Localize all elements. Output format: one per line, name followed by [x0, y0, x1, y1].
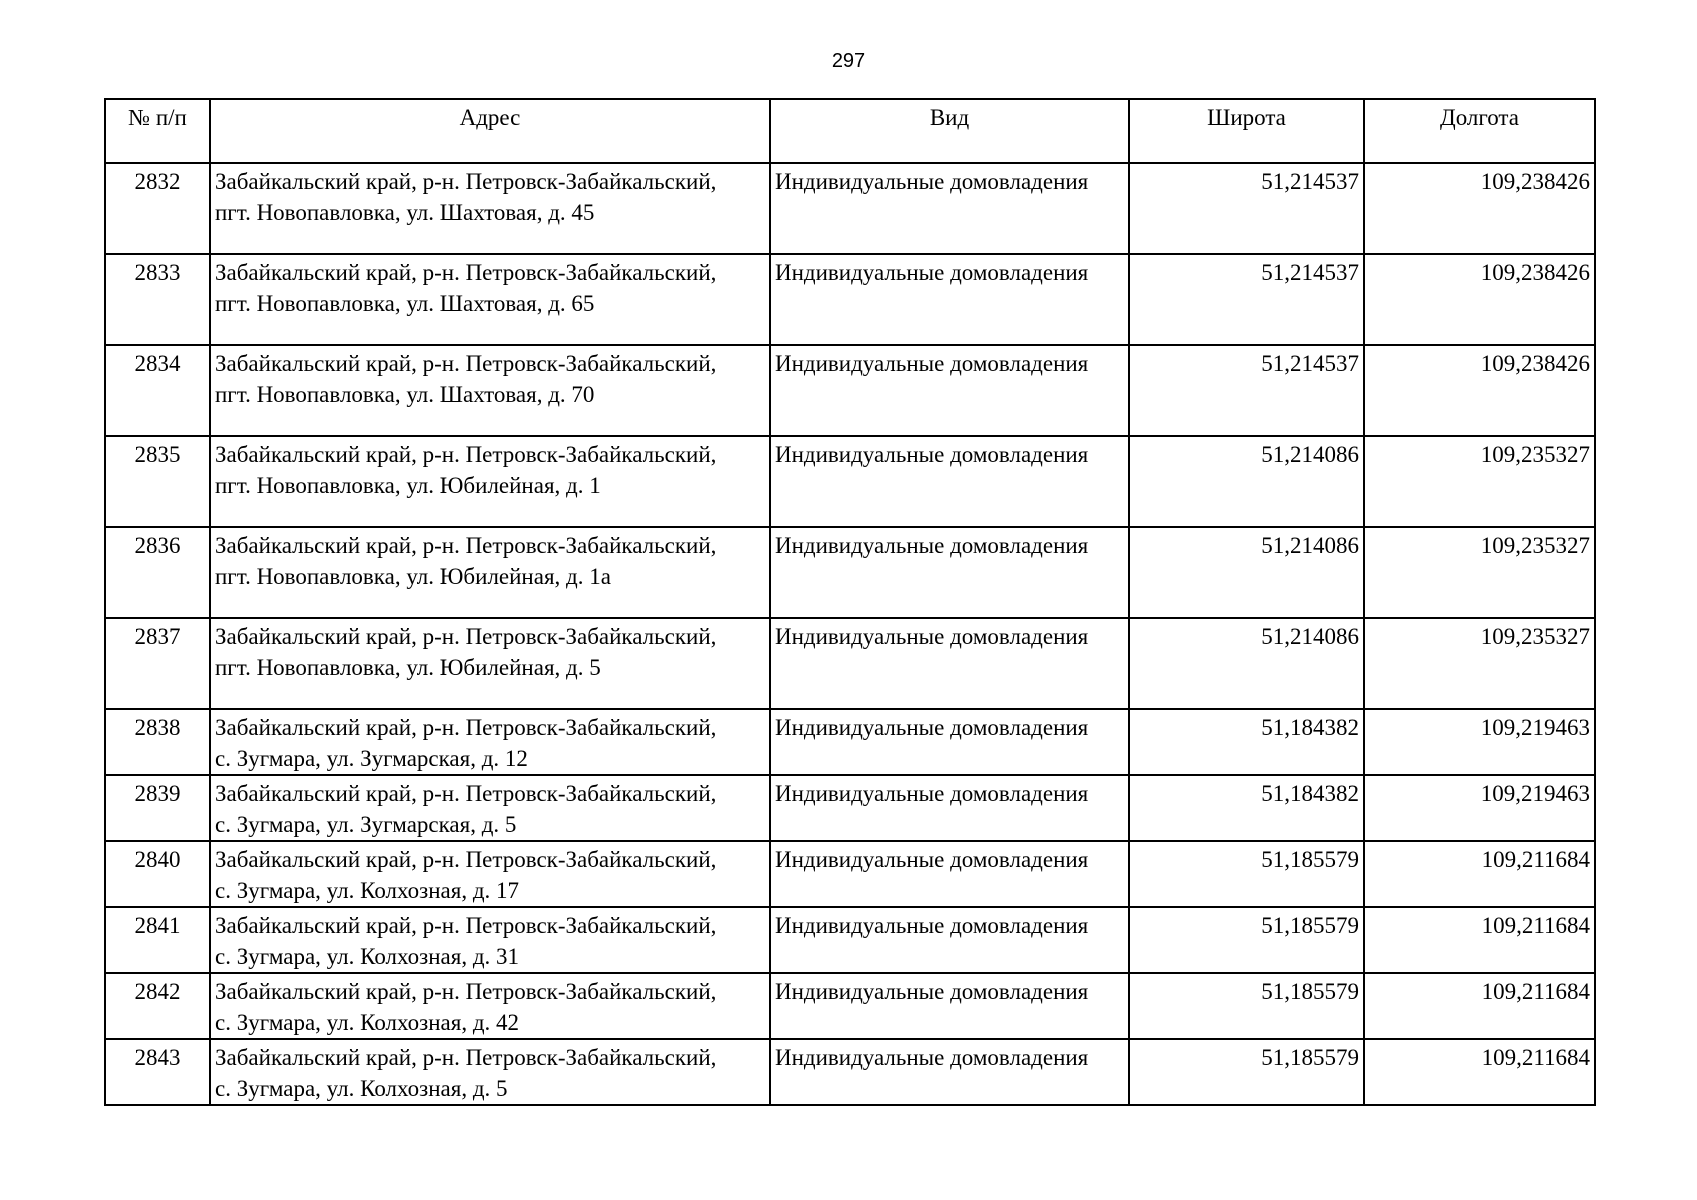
row-longitude: 109,235327 — [1364, 618, 1595, 709]
header-latitude: Широта — [1129, 99, 1364, 163]
row-longitude: 109,211684 — [1364, 841, 1595, 907]
row-address — [210, 345, 770, 436]
row-address — [210, 1039, 770, 1105]
row-kind: Индивидуальные домовладения — [770, 436, 1129, 527]
row-longitude: 109,219463 — [1364, 709, 1595, 775]
page-number: 297 — [831, 50, 866, 72]
table-row — [105, 775, 1595, 841]
row-number: 2835 — [105, 436, 210, 527]
address-line-1: Забайкальский край, р-н. Петровск-Забайкальский, — [215, 351, 717, 376]
row-address — [210, 973, 770, 1039]
row-kind: Индивидуальные домовладения — [770, 618, 1129, 709]
row-number: 2837 — [105, 618, 210, 709]
row-address — [210, 775, 770, 841]
address-line-1: Забайкальский край, р-н. Петровск-Забайкальский, — [215, 260, 717, 285]
row-number: 2840 — [105, 841, 210, 907]
table-row — [105, 618, 1595, 709]
address-line-2: пгт. Новопавловка, ул. Юбилейная, д. 1 — [215, 473, 601, 498]
row-kind: Индивидуальные домовладения — [770, 709, 1129, 775]
address-line-2: пгт. Новопавловка, ул. Шахтовая, д. 70 — [215, 382, 595, 407]
row-longitude: 109,238426 — [1364, 163, 1595, 254]
table-row — [105, 254, 1595, 345]
address-line-2: пгт. Новопавловка, ул. Юбилейная, д. 5 — [215, 655, 601, 680]
header-address: Адрес — [210, 99, 770, 163]
row-address — [210, 527, 770, 618]
address-line-2: с. Зугмара, ул. Колхозная, д. 5 — [215, 1076, 508, 1101]
row-kind: Индивидуальные домовладения — [770, 973, 1129, 1039]
table-row — [105, 527, 1595, 618]
row-kind: Индивидуальные домовладения — [770, 1039, 1129, 1105]
header-kind: Вид — [770, 99, 1129, 163]
row-kind: Индивидуальные домовладения — [770, 254, 1129, 345]
address-line-2: с. Зугмара, ул. Колхозная, д. 31 — [215, 944, 520, 969]
row-longitude: 109,238426 — [1364, 254, 1595, 345]
address-line-1: Забайкальский край, р-н. Петровск-Забайкальский, — [215, 781, 717, 806]
address-line-1: Забайкальский край, р-н. Петровск-Забайкальский, — [215, 979, 717, 1004]
address-table — [104, 98, 1596, 1106]
address-line-2: с. Зугмара, ул. Зугмарская, д. 5 — [215, 812, 517, 837]
address-line-1: Забайкальский край, р-н. Петровск-Забайкальский, — [215, 715, 717, 740]
row-latitude: 51,214086 — [1129, 618, 1364, 709]
address-line-1: Забайкальский край, р-н. Петровск-Забайкальский, — [215, 442, 717, 467]
row-longitude: 109,235327 — [1364, 527, 1595, 618]
row-latitude: 51,214537 — [1129, 345, 1364, 436]
header-num: № п/п — [105, 99, 210, 163]
row-number: 2836 — [105, 527, 210, 618]
row-address — [210, 841, 770, 907]
address-line-2: с. Зугмара, ул. Колхозная, д. 17 — [215, 878, 520, 903]
address-line-1: Забайкальский край, р-н. Петровск-Забайкальский, — [215, 847, 717, 872]
address-line-1: Забайкальский край, р-н. Петровск-Забайкальский, — [215, 533, 717, 558]
table-row — [105, 709, 1595, 775]
row-address — [210, 618, 770, 709]
table-row — [105, 345, 1595, 436]
row-number: 2833 — [105, 254, 210, 345]
row-longitude: 109,211684 — [1364, 1039, 1595, 1105]
row-latitude: 51,184382 — [1129, 709, 1364, 775]
address-line-1: Забайкальский край, р-н. Петровск-Забайкальский, — [215, 624, 717, 649]
table-row — [105, 163, 1595, 254]
address-line-1: Забайкальский край, р-н. Петровск-Забайкальский, — [215, 913, 717, 938]
row-kind: Индивидуальные домовладения — [770, 163, 1129, 254]
row-number: 2838 — [105, 709, 210, 775]
row-longitude: 109,235327 — [1364, 436, 1595, 527]
address-line-2: с. Зугмара, ул. Колхозная, д. 42 — [215, 1010, 520, 1035]
row-latitude: 51,185579 — [1129, 1039, 1364, 1105]
address-line-2: пгт. Новопавловка, ул. Юбилейная, д. 1а — [215, 564, 611, 589]
row-latitude: 51,185579 — [1129, 973, 1364, 1039]
address-line-2: пгт. Новопавловка, ул. Шахтовая, д. 45 — [215, 200, 595, 225]
row-latitude: 51,214086 — [1129, 527, 1364, 618]
row-address — [210, 163, 770, 254]
table-row — [105, 436, 1595, 527]
row-kind: Индивидуальные домовладения — [770, 527, 1129, 618]
row-kind: Индивидуальные домовладения — [770, 345, 1129, 436]
row-number: 2832 — [105, 163, 210, 254]
row-address — [210, 254, 770, 345]
table-row — [105, 973, 1595, 1039]
row-address — [210, 709, 770, 775]
table-row — [105, 907, 1595, 973]
table-row — [105, 1039, 1595, 1105]
row-latitude: 51,184382 — [1129, 775, 1364, 841]
row-number: 2842 — [105, 973, 210, 1039]
address-line-1: Забайкальский край, р-н. Петровск-Забайкальский, — [215, 169, 717, 194]
address-line-2: с. Зугмара, ул. Зугмарская, д. 12 — [215, 746, 528, 771]
row-address — [210, 436, 770, 527]
row-number: 2841 — [105, 907, 210, 973]
row-kind: Индивидуальные домовладения — [770, 907, 1129, 973]
row-latitude: 51,214537 — [1129, 163, 1364, 254]
row-number: 2834 — [105, 345, 210, 436]
table-header-row — [105, 99, 1595, 163]
row-latitude: 51,214537 — [1129, 254, 1364, 345]
row-longitude: 109,211684 — [1364, 973, 1595, 1039]
row-kind: Индивидуальные домовладения — [770, 775, 1129, 841]
row-address — [210, 907, 770, 973]
row-number: 2839 — [105, 775, 210, 841]
row-latitude: 51,185579 — [1129, 841, 1364, 907]
row-longitude: 109,219463 — [1364, 775, 1595, 841]
row-latitude: 51,185579 — [1129, 907, 1364, 973]
row-latitude: 51,214086 — [1129, 436, 1364, 527]
address-line-1: Забайкальский край, р-н. Петровск-Забайкальский, — [215, 1045, 717, 1070]
table-row — [105, 841, 1595, 907]
row-kind: Индивидуальные домовладения — [770, 841, 1129, 907]
row-number: 2843 — [105, 1039, 210, 1105]
address-line-2: пгт. Новопавловка, ул. Шахтовая, д. 65 — [215, 291, 595, 316]
header-longitude: Долгота — [1364, 99, 1595, 163]
row-longitude: 109,211684 — [1364, 907, 1595, 973]
row-longitude: 109,238426 — [1364, 345, 1595, 436]
